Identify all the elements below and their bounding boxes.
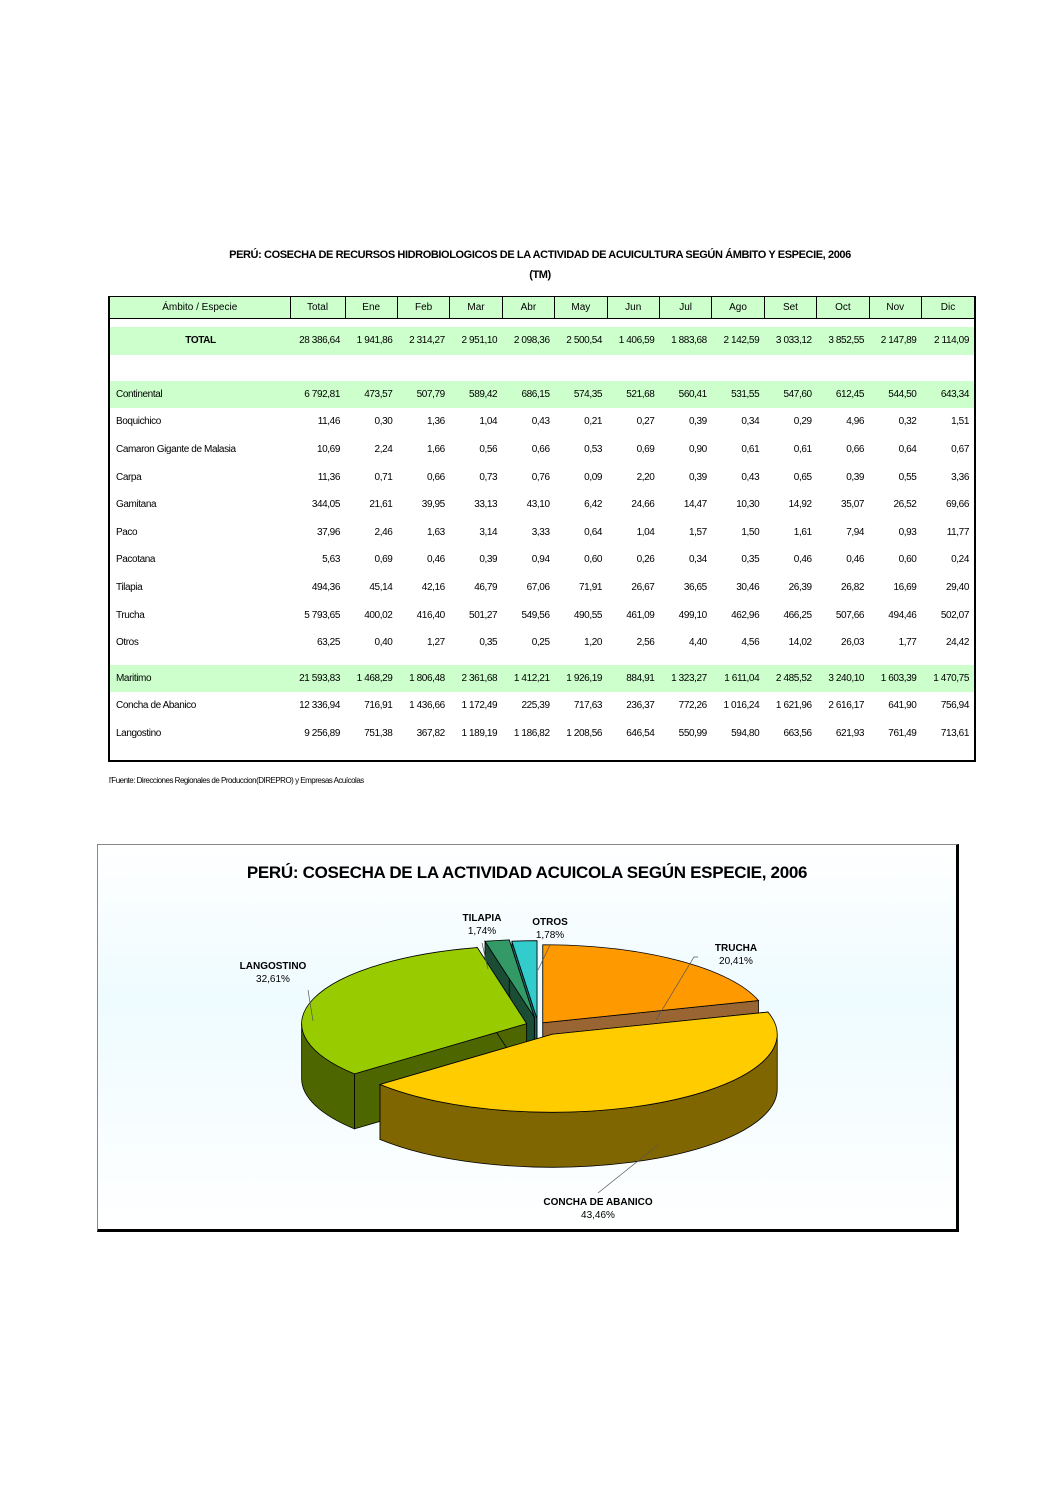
empty-cell <box>110 319 290 328</box>
row-label: Langostino <box>116 728 161 740</box>
value-cell: 2 951,10 <box>450 327 502 355</box>
table-row <box>110 692 974 720</box>
value-cell: 0,39 <box>688 416 707 428</box>
slice-label: OTROS <box>532 917 568 928</box>
row-label: Trucha <box>116 609 145 621</box>
column-header: May <box>555 297 607 319</box>
value-cell: 21 593,83 <box>290 665 345 693</box>
column-header: Ago <box>712 297 764 319</box>
value-cell: 3 852,55 <box>817 327 869 355</box>
value-cell: 1 611,04 <box>712 665 764 693</box>
empty-cell <box>345 657 397 665</box>
empty-cell <box>869 355 921 381</box>
empty-cell <box>290 319 345 328</box>
empty-cell <box>659 319 711 328</box>
subtotal-row-continental <box>110 381 974 409</box>
value-cell: 5,63 <box>322 554 340 566</box>
empty-cell <box>502 319 554 328</box>
value-cell: 494,36 <box>311 582 340 594</box>
value-cell: 14,02 <box>788 637 812 649</box>
value-cell: 761,49 <box>888 728 917 740</box>
value-cell: 2,56 <box>636 637 655 649</box>
value-cell: 26,52 <box>893 499 917 511</box>
column-header: Ámbito / Especie <box>110 297 290 319</box>
value-cell: 12 336,94 <box>299 700 340 712</box>
value-cell: 16,69 <box>893 582 917 594</box>
value-cell: 494,46 <box>888 609 917 621</box>
empty-cell <box>712 319 764 328</box>
value-cell: 43,10 <box>526 499 550 511</box>
value-cell: 1,66 <box>426 444 445 456</box>
value-cell: 2 114,09 <box>921 327 974 355</box>
empty-cell <box>290 657 345 665</box>
row-label: Gamitana <box>116 499 157 511</box>
value-cell: 4,40 <box>688 637 707 649</box>
empty-cell <box>555 355 607 381</box>
value-cell: 1 412,21 <box>502 665 554 693</box>
value-cell: 756,94 <box>940 700 969 712</box>
value-cell: 0,27 <box>636 416 655 428</box>
empty-cell <box>659 657 711 665</box>
harvest-table <box>108 296 976 762</box>
value-cell: 5 793,65 <box>304 609 340 621</box>
empty-cell <box>659 355 711 381</box>
value-cell: 1 016,24 <box>723 700 760 712</box>
value-cell: 236,37 <box>626 700 655 712</box>
table-title: PERÚ: COSECHA DE RECURSOS HIDROBIOLOGICOS DE LA ACTIVIDAD DE ACUICULTURA SEGÚN ÁMBITO Y ESPECIE, 2006 <box>229 249 851 261</box>
value-cell: 67,06 <box>526 582 550 594</box>
empty-cell <box>607 355 659 381</box>
empty-cell <box>555 657 607 665</box>
column-header: Jun <box>607 297 659 319</box>
value-cell: 0,09 <box>584 471 603 483</box>
value-cell: 0,76 <box>531 471 550 483</box>
value-cell: 531,55 <box>712 381 764 409</box>
value-cell: 28 386,64 <box>290 327 345 355</box>
value-cell: 0,73 <box>479 471 498 483</box>
value-cell: 0,39 <box>479 554 498 566</box>
column-header: Mar <box>450 297 502 319</box>
value-cell: 21,61 <box>369 499 393 511</box>
value-cell: 3,14 <box>479 526 498 538</box>
value-cell: 501,27 <box>469 609 498 621</box>
value-cell: 0,39 <box>846 471 865 483</box>
slice-percent: 32,61% <box>256 974 290 985</box>
value-cell: 4,56 <box>741 637 760 649</box>
value-cell: 29,40 <box>945 582 969 594</box>
value-cell: 1 323,27 <box>659 665 711 693</box>
value-cell: 0,65 <box>793 471 812 483</box>
value-cell: 0,30 <box>374 416 393 428</box>
value-cell: 11,77 <box>946 526 969 538</box>
row-label: Otros <box>116 637 139 649</box>
value-cell: 35,07 <box>841 499 865 511</box>
value-cell: 0,64 <box>898 444 917 456</box>
empty-cell <box>607 657 659 665</box>
value-cell: 502,07 <box>940 609 969 621</box>
value-cell: 1 186,82 <box>513 728 550 740</box>
value-cell: 2,24 <box>374 444 393 456</box>
value-cell: 3 033,12 <box>764 327 816 355</box>
value-cell: 641,90 <box>888 700 917 712</box>
slice-percent: 1,78% <box>535 930 565 941</box>
value-cell: 0,61 <box>793 444 812 456</box>
value-cell: 2,46 <box>374 526 393 538</box>
value-cell: 37,96 <box>316 526 340 538</box>
value-cell: 14,47 <box>683 499 707 511</box>
value-cell: 0,40 <box>374 637 393 649</box>
value-cell: 6,42 <box>584 499 603 511</box>
value-cell: 2 485,52 <box>764 665 816 693</box>
value-cell: 0,39 <box>688 471 707 483</box>
spacer-row <box>110 657 974 665</box>
value-cell: 0,93 <box>898 526 917 538</box>
value-cell: 45,14 <box>369 582 393 594</box>
value-cell: 0,67 <box>951 444 969 456</box>
header-row <box>110 297 974 319</box>
table-row <box>110 546 974 574</box>
row-label: Camaron Gigante de Malasia <box>116 444 236 456</box>
value-cell: 0,71 <box>374 471 393 483</box>
value-cell: 574,35 <box>555 381 607 409</box>
row-label: Paco <box>116 526 138 538</box>
value-cell: 0,69 <box>636 444 655 456</box>
value-cell: 507,79 <box>397 381 449 409</box>
value-cell: 589,42 <box>450 381 502 409</box>
value-cell: 2 147,89 <box>869 327 921 355</box>
column-header: Feb <box>397 297 449 319</box>
column-header: Total <box>290 297 345 319</box>
value-cell: 26,03 <box>841 637 865 649</box>
column-header: Abr <box>502 297 554 319</box>
value-cell: 713,61 <box>940 728 969 740</box>
value-cell: 0,61 <box>741 444 760 456</box>
value-cell: 717,63 <box>573 700 603 712</box>
column-header: Nov <box>869 297 921 319</box>
value-cell: 0,69 <box>374 554 393 566</box>
empty-cell <box>110 355 290 381</box>
value-cell: 36,65 <box>683 582 707 594</box>
empty-cell <box>450 657 502 665</box>
empty-cell <box>921 355 974 381</box>
value-cell: 0,34 <box>688 554 707 566</box>
table-row <box>110 519 974 547</box>
value-cell: 1,77 <box>898 637 917 649</box>
value-cell: 473,57 <box>345 381 397 409</box>
table-row <box>110 574 974 602</box>
value-cell: 1,04 <box>636 526 655 538</box>
value-cell: 416,40 <box>416 609 445 621</box>
spacer-row <box>110 355 974 381</box>
empty-cell <box>817 657 869 665</box>
row-label: TOTAL <box>110 327 290 355</box>
value-cell: 612,45 <box>817 381 869 409</box>
value-cell: 2,20 <box>636 471 655 483</box>
value-cell: 2 098,36 <box>502 327 554 355</box>
empty-cell <box>712 657 764 665</box>
value-cell: 42,16 <box>421 582 445 594</box>
pie-chart-panel <box>97 844 959 1232</box>
value-cell: 686,15 <box>502 381 554 409</box>
value-cell: 1 189,19 <box>461 728 498 740</box>
value-cell: 3 240,10 <box>817 665 869 693</box>
value-cell: 1 941,86 <box>345 327 397 355</box>
slice-percent: 43,46% <box>581 1210 615 1221</box>
column-header: Dic <box>921 297 974 319</box>
value-cell: 2 142,59 <box>712 327 764 355</box>
empty-cell <box>764 355 816 381</box>
value-cell: 547,60 <box>764 381 816 409</box>
value-cell: 1 172,49 <box>461 700 498 712</box>
value-cell: 549,56 <box>521 609 550 621</box>
value-cell: 751,38 <box>364 728 393 740</box>
row-label: Carpa <box>116 471 142 483</box>
value-cell: 3,33 <box>531 526 550 538</box>
empty-cell <box>397 657 449 665</box>
row-label: Maritimo <box>110 665 290 693</box>
value-cell: 544,50 <box>869 381 921 409</box>
row-label: Pacotana <box>116 554 156 566</box>
value-cell: 1,63 <box>426 526 445 538</box>
value-cell: 400,02 <box>364 609 393 621</box>
value-cell: 0,46 <box>846 554 865 566</box>
value-cell: 1 883,68 <box>659 327 711 355</box>
value-cell: 1 621,96 <box>775 700 812 712</box>
value-cell: 46,79 <box>474 582 498 594</box>
value-cell: 466,25 <box>783 609 812 621</box>
slice-percent: 1,74% <box>467 926 497 937</box>
value-cell: 1,27 <box>426 637 445 649</box>
value-cell: 462,96 <box>731 609 760 621</box>
value-cell: 6 792,81 <box>290 381 345 409</box>
value-cell: 4,96 <box>846 416 865 428</box>
value-cell: 30,46 <box>736 582 760 594</box>
value-cell: 9 256,89 <box>304 728 340 740</box>
value-cell: 0,46 <box>426 554 445 566</box>
empty-cell <box>921 319 974 328</box>
value-cell: 0,24 <box>951 554 969 566</box>
value-cell: 0,66 <box>531 444 550 456</box>
value-cell: 0,35 <box>479 637 498 649</box>
row-label: Tilapia <box>116 582 143 594</box>
empty-cell <box>764 319 816 328</box>
value-cell: 0,43 <box>531 416 550 428</box>
value-cell: 10,69 <box>316 444 340 456</box>
empty-cell <box>450 355 502 381</box>
empty-cell <box>450 319 502 328</box>
table-row <box>110 720 974 748</box>
value-cell: 643,34 <box>921 381 974 409</box>
column-header: Jul <box>659 297 711 319</box>
empty-cell <box>764 657 816 665</box>
value-cell: 2 314,27 <box>397 327 449 355</box>
value-cell: 367,82 <box>416 728 445 740</box>
slice-label: TILAPIA <box>462 913 502 924</box>
value-cell: 1 436,66 <box>409 700 445 712</box>
value-cell: 499,10 <box>678 609 707 621</box>
value-cell: 0,25 <box>531 637 550 649</box>
value-cell: 550,99 <box>678 728 707 740</box>
value-cell: 0,32 <box>898 416 917 428</box>
value-cell: 0,94 <box>531 554 550 566</box>
value-cell: 716,91 <box>364 700 393 712</box>
value-cell: 2 500,54 <box>555 327 607 355</box>
value-cell: 26,82 <box>841 582 865 594</box>
value-cell: 507,66 <box>835 609 865 621</box>
value-cell: 0,26 <box>636 554 655 566</box>
value-cell: 1 926,19 <box>555 665 607 693</box>
value-cell: 0,55 <box>898 471 917 483</box>
value-cell: 11,46 <box>317 416 340 428</box>
value-cell: 1 468,29 <box>345 665 397 693</box>
value-cell: 1,04 <box>479 416 498 428</box>
empty-cell <box>397 355 449 381</box>
empty-cell <box>712 355 764 381</box>
spacer-row <box>110 319 974 328</box>
value-cell: 0,60 <box>584 554 603 566</box>
value-cell: 1 806,48 <box>397 665 449 693</box>
value-cell: 1 208,56 <box>566 728 603 740</box>
value-cell: 344,05 <box>311 499 340 511</box>
slice-label: CONCHA DE ABANICO <box>543 1197 653 1208</box>
value-cell: 0,21 <box>584 416 603 428</box>
empty-cell <box>345 355 397 381</box>
source-footnote: l'Fuente: Direcciones Regionales de Produccion(DIREPRO) y Empresas Acuícolas <box>109 776 364 785</box>
value-cell: 26,39 <box>788 582 812 594</box>
value-cell: 1 406,59 <box>607 327 659 355</box>
value-cell: 225,39 <box>521 700 550 712</box>
table-unit: (TM) <box>529 269 551 281</box>
empty-cell <box>397 319 449 328</box>
empty-cell <box>110 657 290 665</box>
value-cell: 33,13 <box>474 499 498 511</box>
table-row <box>110 463 974 491</box>
value-cell: 10,30 <box>736 499 760 511</box>
empty-cell <box>921 657 974 665</box>
slice-label: TRUCHA <box>714 943 758 954</box>
value-cell: 14,92 <box>788 499 812 511</box>
value-cell: 0,43 <box>741 471 760 483</box>
value-cell: 7,94 <box>846 526 865 538</box>
value-cell: 24,42 <box>945 637 969 649</box>
empty-cell <box>345 319 397 328</box>
empty-cell <box>817 355 869 381</box>
value-cell: 0,46 <box>793 554 812 566</box>
value-cell: 3,36 <box>951 471 969 483</box>
empty-cell <box>817 319 869 328</box>
value-cell: 490,55 <box>573 609 603 621</box>
value-cell: 560,41 <box>659 381 711 409</box>
value-cell: 1 470,75 <box>921 665 974 693</box>
value-cell: 521,68 <box>607 381 659 409</box>
table-row <box>110 436 974 464</box>
value-cell: 1,50 <box>741 526 760 538</box>
harvest-table-grid <box>110 297 974 747</box>
value-cell: 26,67 <box>631 582 655 594</box>
table-row <box>110 408 974 436</box>
table-row <box>110 601 974 629</box>
value-cell: 0,35 <box>741 554 760 566</box>
column-header: Set <box>764 297 816 319</box>
pie-chart <box>98 845 956 1229</box>
value-cell: 0,90 <box>688 444 707 456</box>
empty-cell <box>869 657 921 665</box>
row-label: Boquichico <box>116 416 161 428</box>
value-cell: 69,66 <box>945 499 969 511</box>
value-cell: 1,20 <box>584 637 603 649</box>
value-cell: 1,61 <box>793 526 812 538</box>
total-row <box>110 327 974 355</box>
table-row <box>110 491 974 519</box>
value-cell: 0,66 <box>426 471 445 483</box>
value-cell: 0,64 <box>584 526 603 538</box>
value-cell: 0,34 <box>741 416 760 428</box>
row-label: Continental <box>110 381 290 409</box>
empty-cell <box>502 657 554 665</box>
value-cell: 63,25 <box>316 637 340 649</box>
value-cell: 2 361,68 <box>450 665 502 693</box>
value-cell: 663,56 <box>783 728 812 740</box>
subtotal-row-maritimo <box>110 665 974 693</box>
value-cell: 39,95 <box>421 499 445 511</box>
value-cell: 1,51 <box>951 416 969 428</box>
column-header: Oct <box>817 297 869 319</box>
value-cell: 2 616,17 <box>828 700 865 712</box>
empty-cell <box>607 319 659 328</box>
row-label: Concha de Abanico <box>116 700 196 712</box>
value-cell: 0,66 <box>846 444 865 456</box>
value-cell: 646,54 <box>626 728 655 740</box>
value-cell: 24,66 <box>631 499 655 511</box>
value-cell: 1,36 <box>426 416 445 428</box>
chart-title: PERÚ: COSECHA DE LA ACTIVIDAD ACUICOLA SEGÚN ESPECIE, 2006 <box>246 863 808 882</box>
value-cell: 1,57 <box>688 526 707 538</box>
value-cell: 0,29 <box>793 416 812 428</box>
value-cell: 11,36 <box>317 471 340 483</box>
empty-cell <box>555 319 607 328</box>
value-cell: 0,53 <box>584 444 603 456</box>
value-cell: 772,26 <box>678 700 707 712</box>
slice-label: LANGOSTINO <box>239 961 307 972</box>
value-cell: 621,93 <box>835 728 865 740</box>
value-cell: 594,80 <box>731 728 760 740</box>
value-cell: 884,91 <box>607 665 659 693</box>
table-row <box>110 629 974 657</box>
column-header: Ene <box>345 297 397 319</box>
value-cell: 461,09 <box>626 609 655 621</box>
value-cell: 1 603,39 <box>869 665 921 693</box>
empty-cell <box>502 355 554 381</box>
slice-percent: 20,41% <box>719 956 753 967</box>
value-cell: 0,56 <box>479 444 498 456</box>
empty-cell <box>869 319 921 328</box>
empty-cell <box>290 355 345 381</box>
value-cell: 71,91 <box>579 582 603 594</box>
value-cell: 0,60 <box>898 554 917 566</box>
